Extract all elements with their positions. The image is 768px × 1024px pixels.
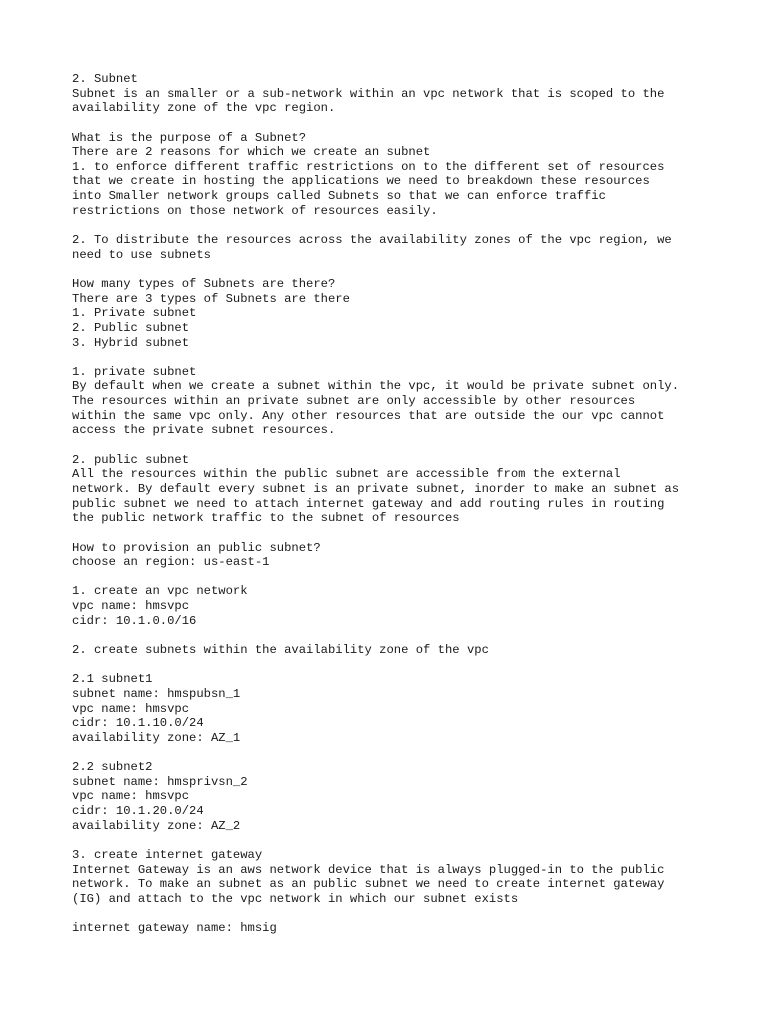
text-line: All the resources within the public subnet are accessible from the external	[72, 467, 621, 482]
text-line: the public network traffic to the subnet of resources	[72, 511, 460, 526]
blank-line	[72, 833, 752, 848]
blank-line	[72, 570, 752, 585]
blank-line	[72, 218, 752, 233]
text-line: that we create in hosting the applications we need to breakdown these resources	[72, 174, 650, 189]
text-line: 2. Public subnet	[72, 320, 190, 335]
blank-line	[72, 438, 752, 453]
text-line: By default when we create a subnet within the vpc, it would be private subnet only.	[72, 379, 680, 394]
blank-line	[72, 745, 752, 760]
text-line: Subnet is an smaller or a sub-network within an vpc network that is scoped to the	[72, 86, 665, 101]
text-line: cidr: 10.1.20.0/24	[72, 804, 204, 819]
text-line: internet gateway name: hmsig	[72, 921, 277, 936]
text-line: into Smaller network groups called Subnets so that we can enforce traffic	[72, 189, 606, 204]
blank-line	[72, 907, 752, 922]
text-line: public subnet we need to attach internet gateway and add routing rules in routing	[72, 496, 665, 511]
text-line: vpc name: hmsvpc	[72, 789, 190, 804]
text-line: vpc name: hmsvpc	[72, 701, 190, 716]
text-line: vpc name: hmsvpc	[72, 599, 190, 614]
text-line: How many types of Subnets are there?	[72, 276, 336, 291]
text-line: 2. Subnet	[72, 72, 138, 86]
document-page	[72, 72, 752, 936]
text-line: 1. private subnet	[72, 364, 197, 379]
text-line: subnet name: hmspubsn_1	[72, 686, 241, 701]
text-line: cidr: 10.1.0.0/16	[72, 613, 197, 628]
blank-line	[72, 628, 752, 643]
blank-line	[72, 262, 752, 277]
text-line: availability zone of the vpc region.	[72, 101, 336, 116]
text-line: availability zone: AZ_1	[72, 730, 241, 745]
text-line: availability zone: AZ_2	[72, 818, 241, 833]
text-line: (IG) and attach to the vpc network in which our subnet exists	[72, 891, 519, 906]
text-line: 2. create subnets within the availability zone of the vpc	[72, 642, 489, 657]
text-line: What is the purpose of a Subnet?	[72, 130, 307, 145]
text-line: subnet name: hmsprivsn_2	[72, 774, 248, 789]
text-line: 2.1 subnet1	[72, 672, 153, 687]
text-line: 2. public subnet	[72, 452, 190, 467]
text-line: choose an region: us-east-1	[72, 555, 270, 570]
text-line: There are 3 types of Subnets are there	[72, 291, 350, 306]
blank-line	[72, 658, 752, 673]
text-line: Internet Gateway is an aws network device that is always plugged-in to the public	[72, 862, 665, 877]
blank-line	[72, 116, 752, 131]
text-line: cidr: 10.1.10.0/24	[72, 716, 204, 731]
text-line: 2.2 subnet2	[72, 760, 153, 775]
text-line: access the private subnet resources.	[72, 423, 336, 438]
text-line: 1. to enforce different traffic restrictions on to the different set of resources	[72, 159, 665, 174]
text-line: network. By default every subnet is an private subnet, inorder to make an subnet as	[72, 481, 680, 496]
text-line: within the same vpc only. Any other resources that are outside the our vpc cannot	[72, 408, 665, 423]
text-line: network. To make an subnet as an public subnet we need to create internet gateway	[72, 877, 665, 892]
blank-line	[72, 526, 752, 541]
text-line: How to provision an public subnet?	[72, 540, 321, 555]
text-line: 3. create internet gateway	[72, 847, 263, 862]
text-line: restrictions on those network of resources easily.	[72, 203, 438, 218]
text-line: 3. Hybrid subnet	[72, 335, 190, 350]
text-line: 1. create an vpc network	[72, 584, 248, 599]
text-line: 1. Private subnet	[72, 306, 197, 321]
blank-line	[72, 350, 752, 365]
text-line: 2. To distribute the resources across the availability zones of the vpc region, we	[72, 233, 672, 248]
text-line: The resources within an private subnet are only accessible by other resources	[72, 394, 636, 409]
text-line: need to use subnets	[72, 247, 211, 262]
text-line: There are 2 reasons for which we create an subnet	[72, 145, 431, 160]
